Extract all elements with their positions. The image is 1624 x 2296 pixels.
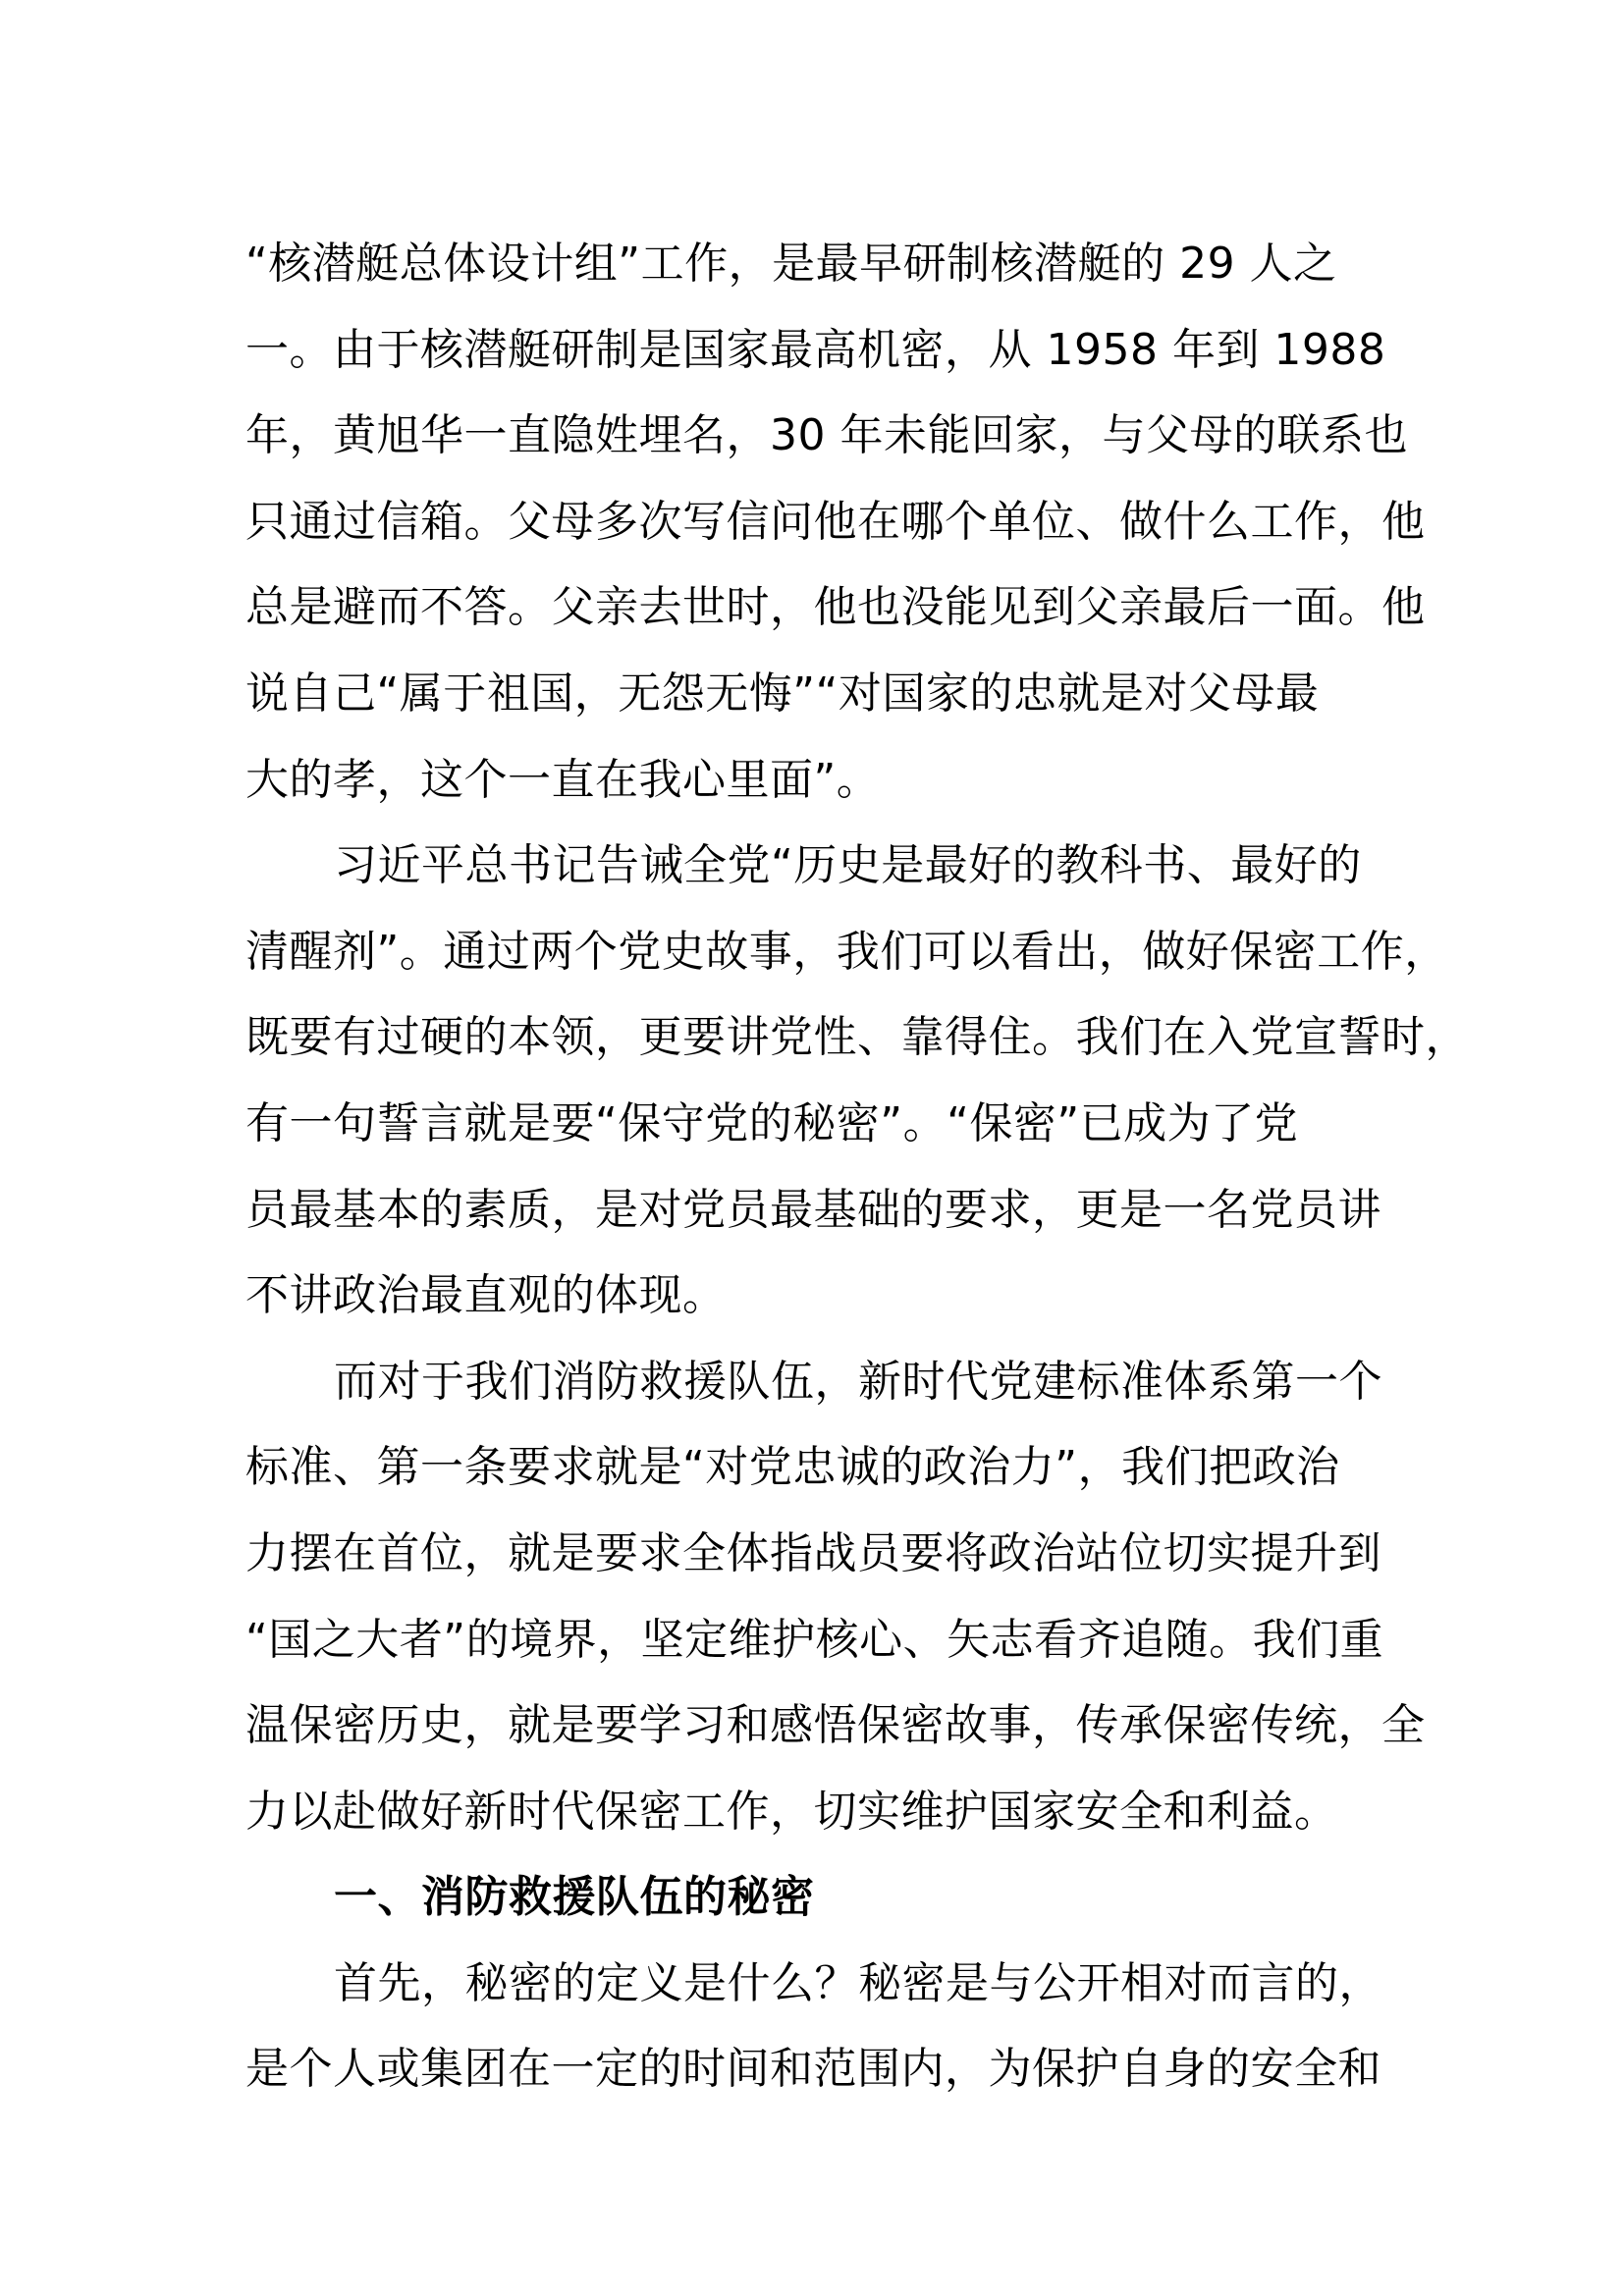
paragraph-start-line: 习近平总书记告诫全党“历史是最好的教科书、最好的 — [334, 840, 1362, 891]
text-line: “国之大者”的境界，坚定维护核心、矢志看齐追随。我们重 — [245, 1614, 1384, 1665]
text-line: 力摆在首位，就是要求全体指战员要将政治站位切实提升到 — [245, 1527, 1381, 1578]
text-line: 年，黄旭华一直隐姓埋名，30 年未能回家，与父母的联系也 — [245, 410, 1408, 461]
section-heading: 一、消防救援队伍的秘密 — [334, 1872, 815, 1923]
text-line: 既要有过硬的本领，更要讲党性、靠得住。我们在入党宣誓时， — [245, 1012, 1469, 1063]
body-text — [245, 221, 1469, 2112]
text-line: 力以赴做好新时代保密工作，切实维护国家安全和利益。 — [245, 1786, 1338, 1837]
paragraph-start-line: 而对于我们消防救援队伍，新时代党建标准体系第一个 — [334, 1356, 1382, 1407]
text-line: 一。由于核潜艇研制是国家最高机密，从 1958 年到 1988 — [245, 324, 1386, 375]
text-line: 是个人或集团在一定的时间和范围内，为保护自身的安全和 — [245, 2044, 1381, 2095]
text-line: 总是避而不答。父亲去世时，他也没能见到父亲最后一面。他 — [245, 582, 1426, 633]
text-line: 大的孝，这个一直在我心里面”。 — [245, 754, 881, 805]
paragraph-start-line: 首先，秘密的定义是什么？秘密是与公开相对而言的， — [334, 1957, 1382, 2008]
text-line: 说自己“属于祖国，无怨无悔”“对国家的忠就是对父母最 — [245, 667, 1320, 719]
text-line: 只通过信箱。父母多次写信问他在哪个单位、做什么工作，他 — [245, 496, 1426, 547]
text-line: 有一句誓言就是要“保守党的秘密”。“保密”已成为了党 — [245, 1097, 1299, 1148]
text-line: 员最基本的素质，是对党员最基础的要求，更是一名党员讲 — [245, 1184, 1381, 1235]
text-line: “核潜艇总体设计组”工作，是最早研制核潜艇的 29 人之 — [245, 239, 1337, 289]
text-line: 清醒剂”。通过两个党史故事，我们可以看出，做好保密工作， — [245, 926, 1448, 977]
text-line: 标准、第一条要求就是“对党忠诚的政治力”，我们把政治 — [245, 1442, 1340, 1493]
text-line: 温保密历史，就是要学习和感悟保密故事，传承保密传统，全 — [245, 1700, 1426, 1751]
text-line: 不讲政治最直观的体现。 — [245, 1270, 727, 1321]
